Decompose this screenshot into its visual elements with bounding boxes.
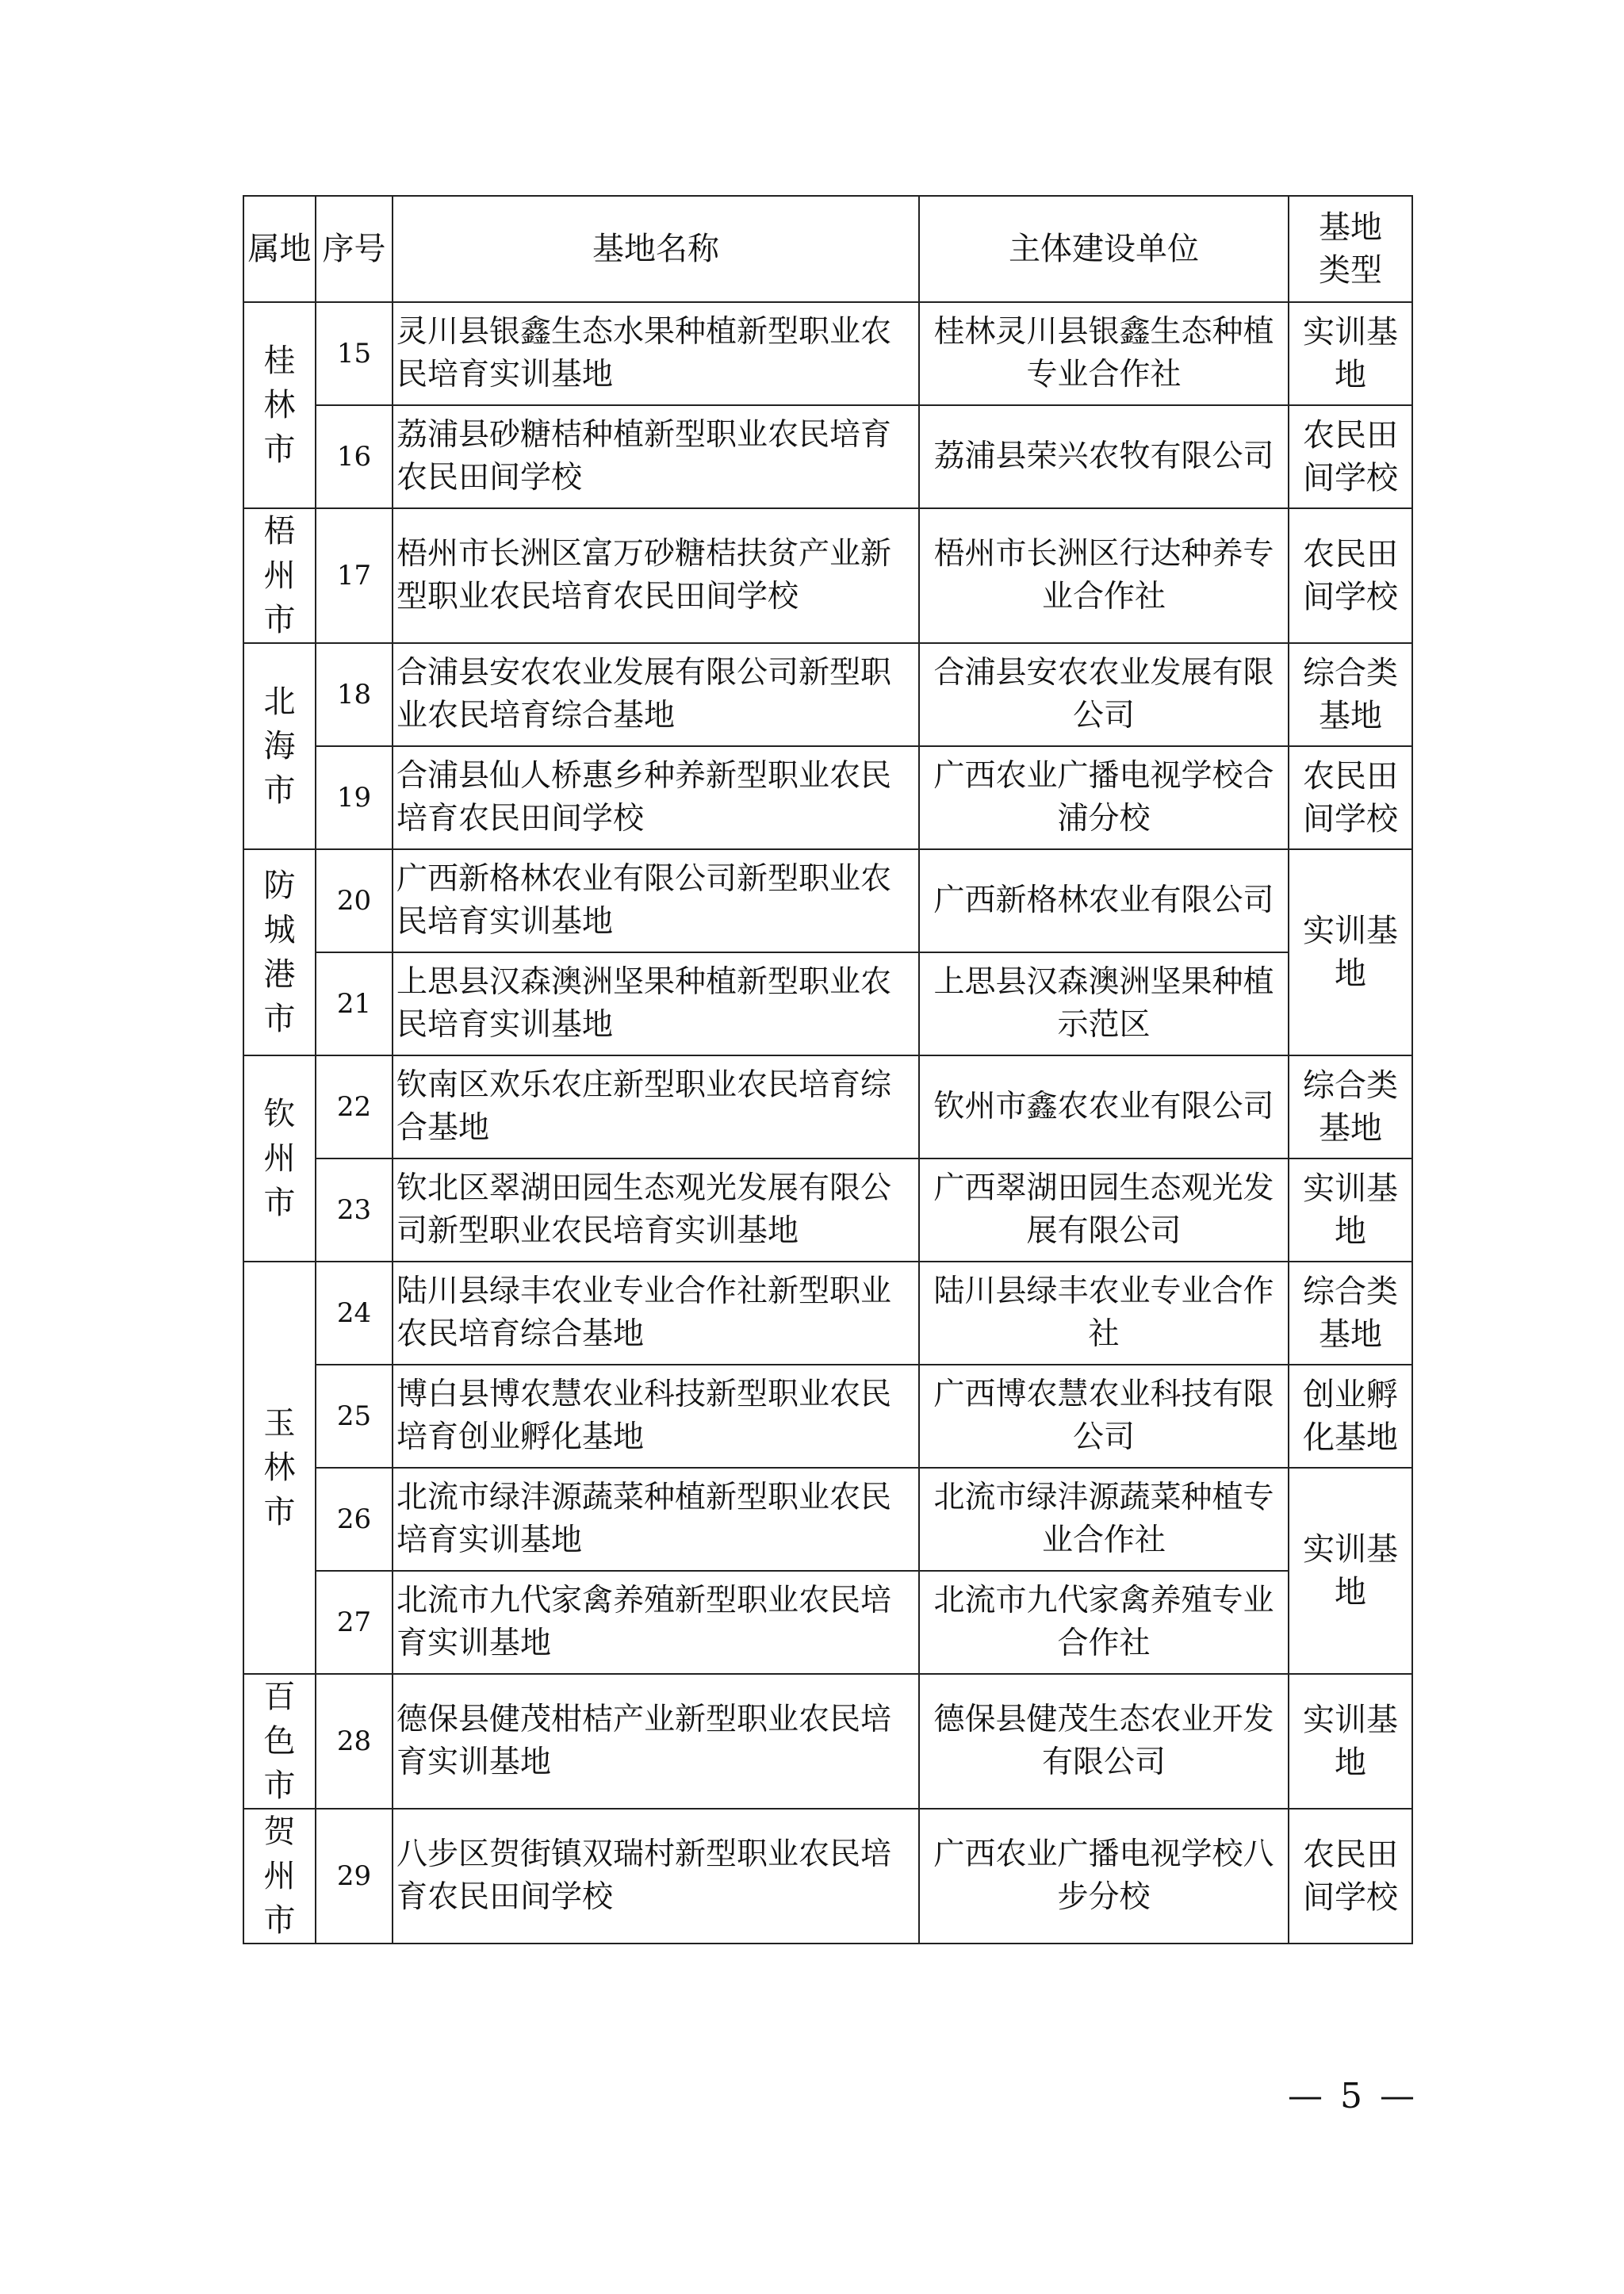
base-name-cell: 德保县健茂柑桔产业新型职业农民培育实训基地	[393, 1674, 919, 1809]
header-region: 属地	[243, 196, 316, 302]
bases-table	[243, 195, 1413, 1944]
region-cell: 贺州市	[243, 1809, 316, 1944]
seq-cell: 15	[316, 302, 393, 405]
unit-cell: 梧州市长洲区行达种养专业合作社	[919, 508, 1289, 643]
unit-cell: 钦州市鑫农农业有限公司	[919, 1055, 1289, 1158]
unit-cell: 广西新格林农业有限公司	[919, 849, 1289, 952]
unit-cell: 荔浦县荣兴农牧有限公司	[919, 405, 1289, 508]
table-row	[243, 849, 1412, 952]
unit-cell: 上思县汉森澳洲坚果种植示范区	[919, 952, 1289, 1055]
header-type: 基地类型	[1289, 196, 1412, 302]
header-name: 基地名称	[393, 196, 919, 302]
unit-cell: 北流市九代家禽养殖专业合作社	[919, 1571, 1289, 1674]
unit-cell: 广西博农慧农业科技有限公司	[919, 1365, 1289, 1468]
unit-cell: 广西翠湖田园生态观光发展有限公司	[919, 1158, 1289, 1262]
base-name-cell: 广西新格林农业有限公司新型职业农民培育实训基地	[393, 849, 919, 952]
base-name-cell: 北流市九代家禽养殖新型职业农民培育实训基地	[393, 1571, 919, 1674]
unit-cell: 广西农业广播电视学校八步分校	[919, 1809, 1289, 1944]
seq-cell: 16	[316, 405, 393, 508]
table-row	[243, 1674, 1412, 1809]
base-name-cell: 合浦县安农农业发展有限公司新型职业农民培育综合基地	[393, 643, 919, 746]
table-row	[243, 1262, 1412, 1365]
region-cell: 北海市	[243, 643, 316, 849]
seq-cell: 24	[316, 1262, 393, 1365]
seq-cell: 20	[316, 849, 393, 952]
base-type-cell: 农民田间学校	[1289, 1809, 1412, 1944]
region-cell: 钦州市	[243, 1055, 316, 1262]
base-name-cell: 博白县博农慧农业科技新型职业农民培育创业孵化基地	[393, 1365, 919, 1468]
region-cell: 梧州市	[243, 508, 316, 643]
base-name-cell: 梧州市长洲区富万砂糖桔扶贫产业新型职业农民培育农民田间学校	[393, 508, 919, 643]
base-type-cell: 农民田间学校	[1289, 405, 1412, 508]
table-row	[243, 952, 1412, 1055]
header-unit: 主体建设单位	[919, 196, 1289, 302]
table-body	[243, 302, 1412, 1944]
table-header	[243, 196, 1412, 302]
seq-cell: 18	[316, 643, 393, 746]
header-seq: 序号	[316, 196, 393, 302]
table-row	[243, 643, 1412, 746]
unit-cell: 德保县健茂生态农业开发有限公司	[919, 1674, 1289, 1809]
base-type-cell: 农民田间学校	[1289, 746, 1412, 849]
table-row	[243, 302, 1412, 405]
seq-cell: 17	[316, 508, 393, 643]
header-row	[243, 196, 1412, 302]
seq-cell: 25	[316, 1365, 393, 1468]
table-row	[243, 746, 1412, 849]
table-row	[243, 1365, 1412, 1468]
table-row	[243, 1158, 1412, 1262]
table-row	[243, 1571, 1412, 1674]
base-type-cell: 创业孵化基地	[1289, 1365, 1412, 1468]
base-name-cell: 合浦县仙人桥惠乡种养新型职业农民培育农民田间学校	[393, 746, 919, 849]
base-type-cell: 综合类基地	[1289, 1262, 1412, 1365]
seq-cell: 27	[316, 1571, 393, 1674]
table-row	[243, 405, 1412, 508]
seq-cell: 29	[316, 1809, 393, 1944]
region-cell: 桂林市	[243, 302, 316, 508]
base-type-cell: 实训基地	[1289, 849, 1412, 1055]
unit-cell: 北流市绿沣源蔬菜种植专业合作社	[919, 1468, 1289, 1571]
base-name-cell: 钦南区欢乐农庄新型职业农民培育综合基地	[393, 1055, 919, 1158]
base-type-cell: 实训基地	[1289, 1674, 1412, 1809]
seq-cell: 19	[316, 746, 393, 849]
seq-cell: 22	[316, 1055, 393, 1158]
seq-cell: 26	[316, 1468, 393, 1571]
base-name-cell: 钦北区翠湖田园生态观光发展有限公司新型职业农民培育实训基地	[393, 1158, 919, 1262]
base-type-cell: 实训基地	[1289, 1468, 1412, 1674]
region-cell: 百色市	[243, 1674, 316, 1809]
base-name-cell: 上思县汉森澳洲坚果种植新型职业农民培育实训基地	[393, 952, 919, 1055]
seq-cell: 21	[316, 952, 393, 1055]
table-row	[243, 1809, 1412, 1944]
region-cell: 防城港市	[243, 849, 316, 1055]
table-row	[243, 508, 1412, 643]
base-name-cell: 八步区贺街镇双瑞村新型职业农民培育农民田间学校	[393, 1809, 919, 1944]
page-number: — 5 —	[1288, 2076, 1418, 2116]
base-type-cell: 综合类基地	[1289, 643, 1412, 746]
table-row	[243, 1468, 1412, 1571]
base-name-cell: 北流市绿沣源蔬菜种植新型职业农民培育实训基地	[393, 1468, 919, 1571]
base-type-cell: 实训基地	[1289, 302, 1412, 405]
base-type-cell: 综合类基地	[1289, 1055, 1412, 1158]
unit-cell: 桂林灵川县银鑫生态种植专业合作社	[919, 302, 1289, 405]
unit-cell: 陆川县绿丰农业专业合作社	[919, 1262, 1289, 1365]
unit-cell: 合浦县安农农业发展有限公司	[919, 643, 1289, 746]
seq-cell: 28	[316, 1674, 393, 1809]
base-name-cell: 灵川县银鑫生态水果种植新型职业农民培育实训基地	[393, 302, 919, 405]
base-name-cell: 荔浦县砂糖桔种植新型职业农民培育农民田间学校	[393, 405, 919, 508]
seq-cell: 23	[316, 1158, 393, 1262]
base-name-cell: 陆川县绿丰农业专业合作社新型职业农民培育综合基地	[393, 1262, 919, 1365]
base-type-cell: 农民田间学校	[1289, 508, 1412, 643]
base-type-cell: 实训基地	[1289, 1158, 1412, 1262]
unit-cell: 广西农业广播电视学校合浦分校	[919, 746, 1289, 849]
region-cell: 玉林市	[243, 1262, 316, 1674]
table-row	[243, 1055, 1412, 1158]
